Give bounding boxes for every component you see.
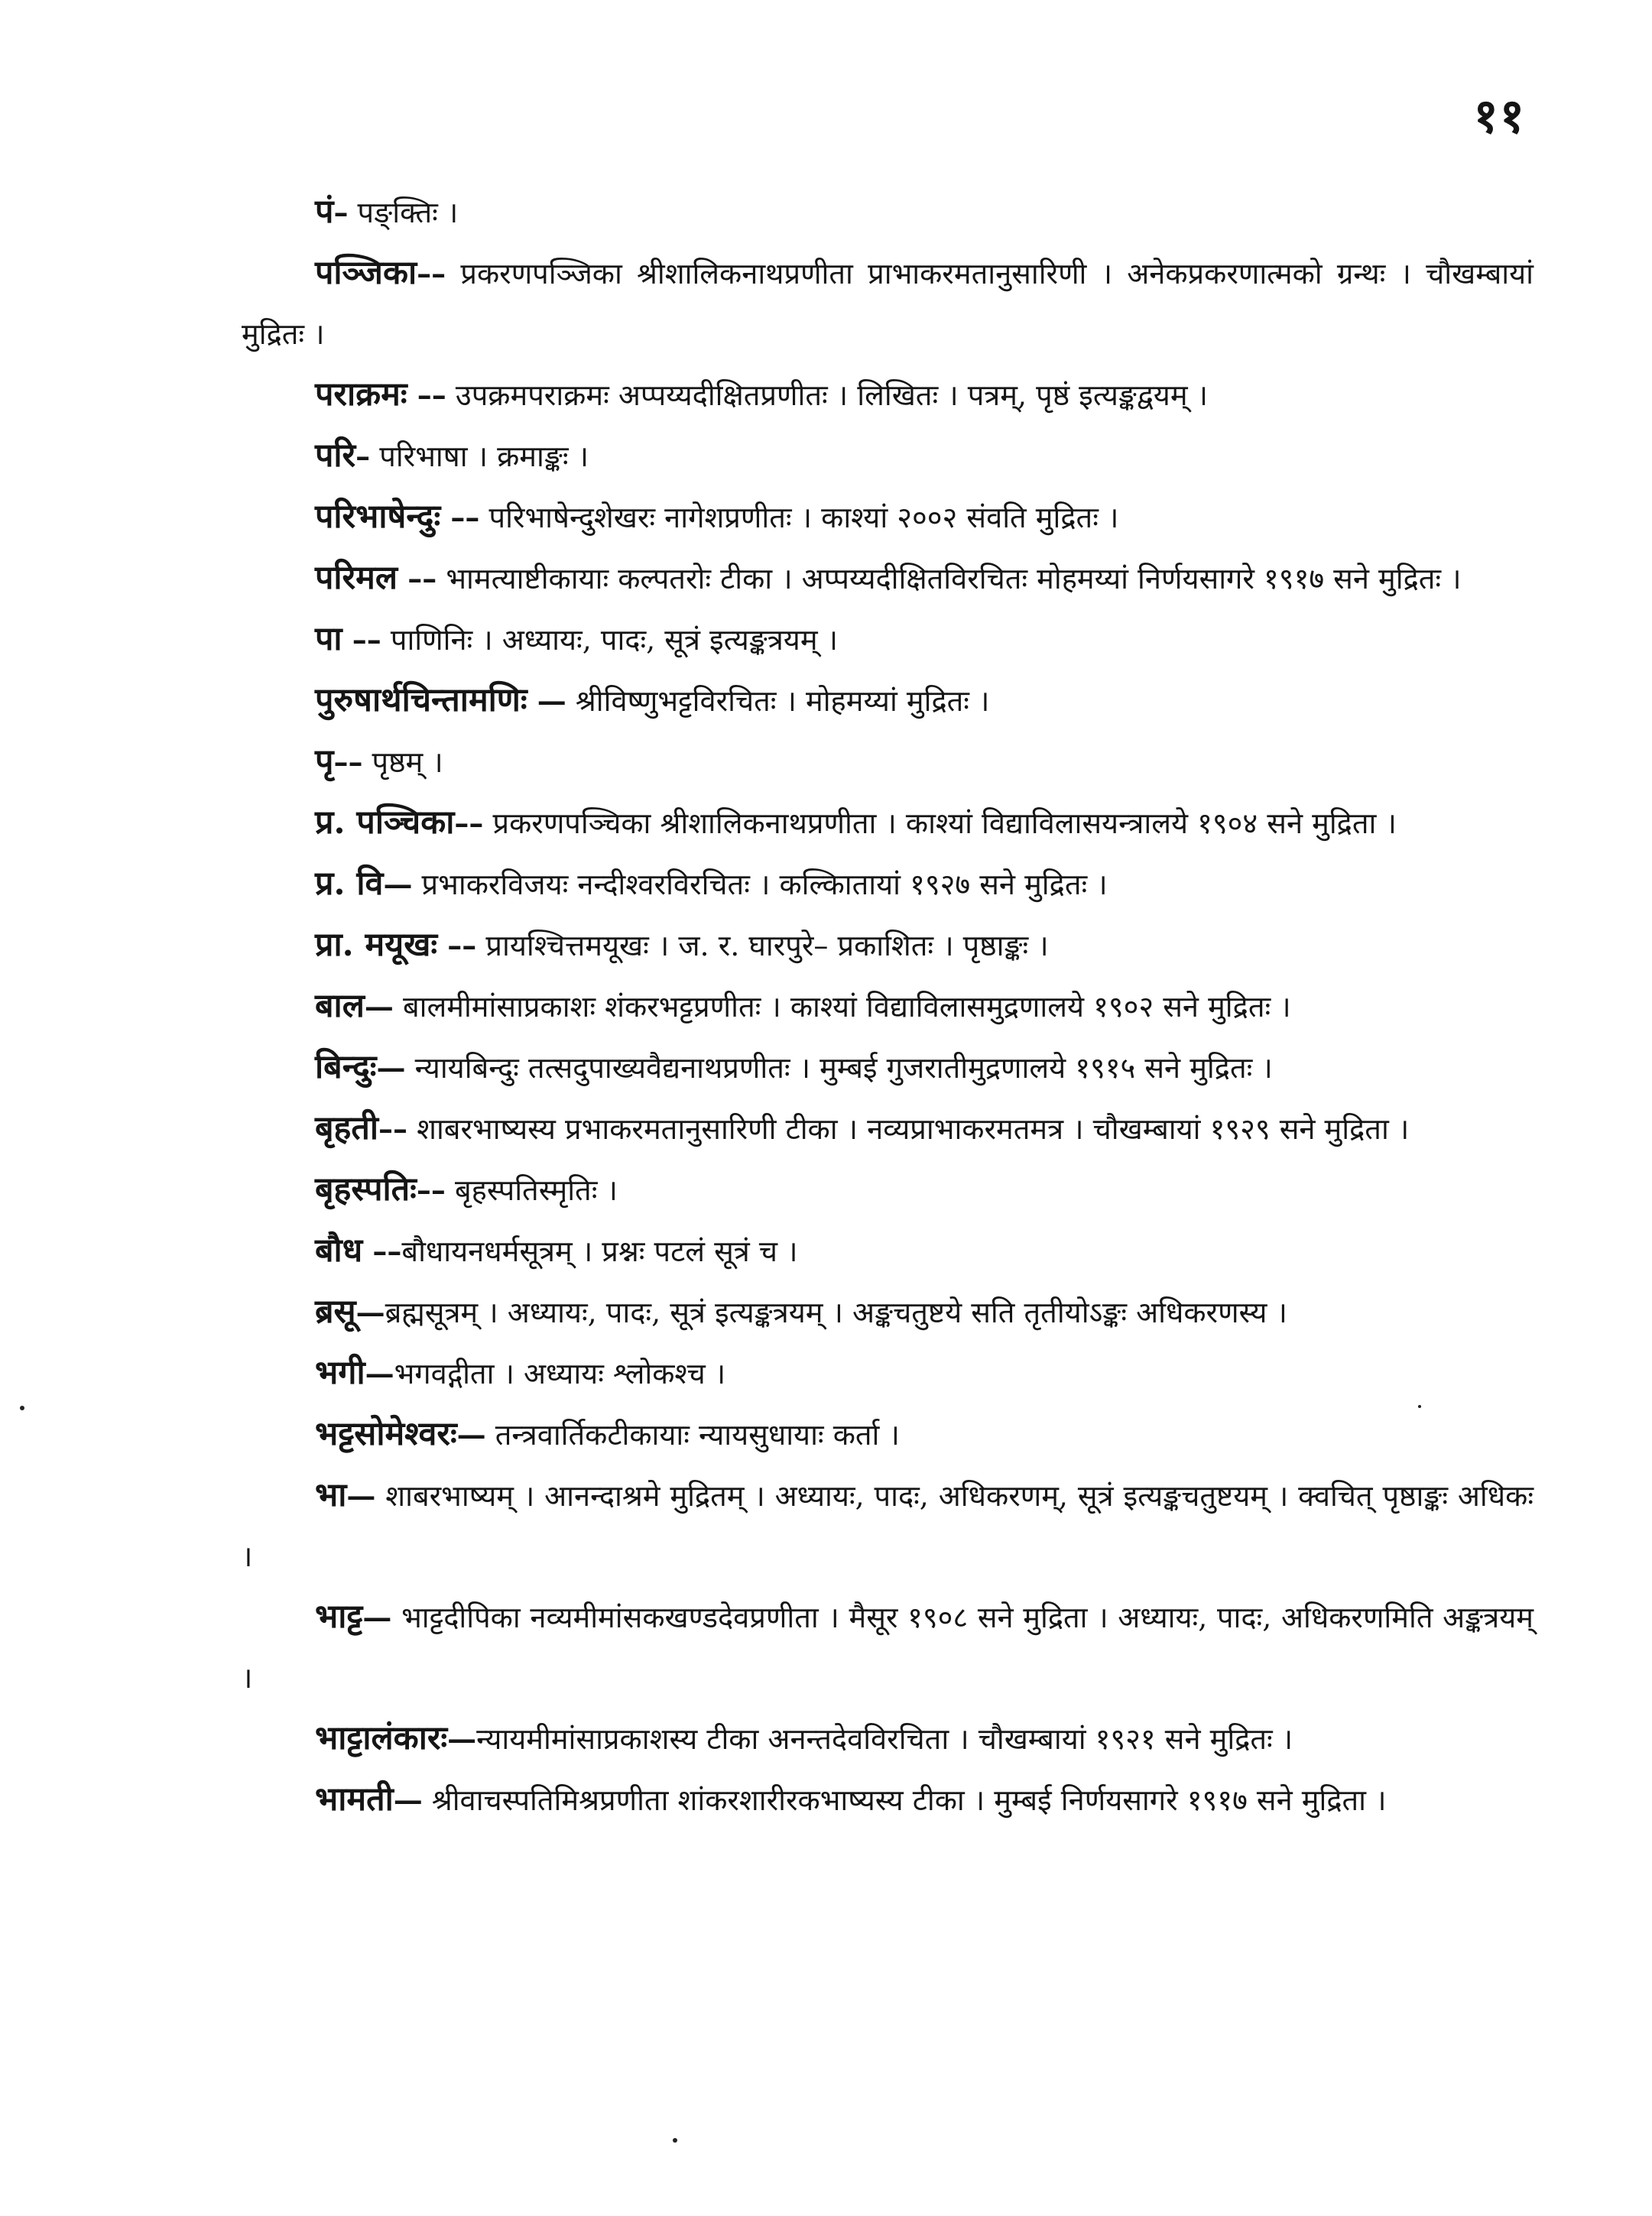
entry-term: भट्टसोमेश्वरः [315,1415,457,1453]
entry-term: पुरुषार्थचिन्तामणिः [315,681,527,719]
entry-dash: –– [440,500,480,534]
entry-description: प्रायश्चित्तमयूखः । ज. र. घारपुरे– प्रकाशितः । पृष्ठाङ्कः । [476,929,1049,962]
entry-dash: — [447,1721,477,1756]
entry-term: बृहस्पतिः [315,1170,417,1209]
abbreviation-entry [242,1708,1534,1770]
abbreviation-entry [242,976,1534,1037]
abbreviation-entry [242,1282,1534,1343]
entry-term: भाट्टालंकारः [315,1719,448,1757]
entry-dash: — [364,989,394,1024]
entry-dash: – [355,439,371,473]
entry-dash: –– [378,1111,408,1146]
entry-term: पं [315,193,334,231]
abbreviation-entry [242,548,1534,609]
abbreviation-entry [242,1037,1534,1098]
entry-description: न्यायमीमांसाप्रकाशस्य टीका अनन्तदेवविरचिता । चौखम्बायां १९२१ सने मुद्रितः । [476,1722,1293,1756]
entry-dash: — [346,1478,376,1513]
entry-term: प्र. वि [315,865,384,903]
entry-description: परिभाषेन्दुशेखरः नागेशप्रणीतः । काश्यां २००२ संवति मुद्रितः । [479,501,1119,534]
entry-description: भगवद्गीता । अध्यायः श्लोकश्च । [394,1357,726,1390]
entry-description: भाट्टदीपिका नव्यमीमांसकखण्डदेवप्रणीता । मैसूर १९०८ सने मुद्रिता । अध्यायः, पादः, अधिकरणमिति अङ्कत्रयम् । [242,1601,1534,1695]
entry-term: परिमल [315,559,398,597]
entry-description: तन्त्रवार्तिकटीकायाः न्यायसुधायाः कर्ता । [485,1418,900,1452]
abbreviation-entry [242,182,1534,243]
scan-speck [673,2138,677,2143]
entry-term: परि [315,436,356,475]
abbreviation-entry [242,609,1534,670]
entry-term: प्रा. मयूखः [315,926,438,964]
abbreviation-entry [242,1404,1534,1465]
entry-dash: –– [437,928,477,962]
abbreviation-entry [242,365,1534,426]
entry-term: पा [315,620,342,658]
scan-speck [1418,1405,1421,1408]
entry-term: पृ [315,742,334,780]
entry-description: प्रकरणपञ्चिका श्रीशालिकनाथप्रणीता । काश्यां विद्याविलासयन्त्रालये १९०४ सने मुद्रिता । [483,806,1397,840]
abbreviation-entry [242,793,1534,854]
entry-description: पङ्क्तिः । [348,196,459,229]
entry-description: परिभाषा । क्रमाङ्कः । [370,440,589,473]
abbreviation-entry [242,1587,1534,1708]
entry-term: पराक्रमः [315,375,407,414]
entry-dash: –– [398,561,437,595]
entry-description: भामत्याष्टीकायाः कल्पतरोः टीका । अप्पय्यदीक्षितविरचितः मोहमय्यां निर्णयसागरे १९१७ सने मुद्रितः । [437,562,1462,595]
abbreviation-entry [242,243,1534,365]
abbreviation-entry [242,426,1534,487]
entry-dash: –– [362,1234,402,1268]
entry-term: बिन्दुः [315,1048,377,1086]
entry-dash: –– [416,1173,446,1207]
entry-term: भगी [315,1354,365,1392]
entry-description: ब्रह्मसूत्रम् । अध्यायः, पादः, सूत्रं इत्यङ्कत्रयम् । अङ्कचतुष्टये सति तृतीयोऽङ्कः अधिकरणस्य । [385,1296,1287,1329]
entry-dash: –– [407,378,446,412]
abbreviation-list [242,182,1534,1831]
entry-dash: — [456,1417,486,1452]
entry-description: उपक्रमपराक्रमः अप्पय्यदीक्षितप्रणीतः । लिखितः । पत्रम्, पृष्ठं इत्यङ्कद्वयम् । [446,378,1209,412]
abbreviation-entry [242,1221,1534,1282]
entry-term: बृहती [315,1109,379,1147]
entry-description: बालमीमांसाप्रकाशः शंकरभट्टप्रणीतः । काश्यां विद्याविलासमुद्रणालये १९०२ सने मुद्रितः । [393,990,1291,1024]
entry-description: श्रीवाचस्पतिमिश्रप्रणीता शांकरशारीरकभाष्यस्य टीका । मुम्बई निर्णयसागरे १९१७ सने मुद्रिता । [422,1783,1387,1817]
entry-dash: — [393,1783,423,1817]
entry-dash: — [365,1356,394,1390]
entry-term: भाट्ट [315,1598,363,1636]
page-number: ११ [1473,88,1526,144]
entry-dash: –– [454,806,484,840]
entry-description: शाबरभाष्यस्य प्रभाकरमतानुसारिणी टीका । नव्यप्राभाकरमतमत्र । चौखम्बायां १९२९ सने मुद्रिता । [407,1112,1410,1146]
entry-dash: — [383,867,413,901]
entry-term: भा [315,1476,347,1514]
entry-dash: — [362,1600,392,1634]
abbreviation-entry [242,1098,1534,1160]
entry-term: परिभाषेन्दुः [315,498,441,536]
entry-dash: –– [417,256,446,290]
entry-term: प्र. पञ्चिका [315,803,455,842]
entry-term: ब्रसू [315,1293,356,1331]
entry-term: भामती [315,1780,394,1819]
abbreviation-entry [242,1160,1534,1221]
entry-description: शाबरभाष्यम् । आनन्दाश्रमे मुद्रितम् । अध्यायः, पादः, अधिकरणम्, सूत्रं इत्यङ्कचतुष्टयम् । क्वचित् पृष्ठाङ्कः अधिकः । [242,1479,1534,1573]
entry-dash: — [376,1050,406,1085]
entry-description: श्रीविष्णुभट्टविरचितः । मोहमय्यां मुद्रितः । [566,684,990,718]
abbreviation-entry [242,670,1534,732]
entry-dash: — [355,1295,385,1329]
entry-description: पाणिनिः । अध्यायः, पादः, सूत्रं इत्यङ्कत्रयम् । [381,623,839,657]
abbreviation-entry [242,1770,1534,1831]
entry-dash: –– [342,622,381,657]
entry-description: बृहस्पतिस्मृतिः । [445,1173,618,1207]
entry-term: बाल [315,987,365,1025]
entry-dash: –– [333,745,363,779]
abbreviation-entry [242,1343,1534,1404]
entry-term: पञ्जिका [315,254,417,292]
abbreviation-entry [242,915,1534,976]
scan-speck [20,1406,24,1410]
entry-term: बौध [315,1231,363,1270]
entry-description: बौधायनधर्मसूत्रम् । प्रश्नः पटलं सूत्रं च । [401,1235,798,1268]
entry-dash: – [333,195,349,229]
entry-description: प्रभाकरविजयः नन्दीश्वरविरचितः । कल्किातायां १९२७ सने मुद्रितः । [412,868,1108,901]
entry-description: पृष्ठम् । [362,745,443,779]
entry-dash: — [527,683,566,718]
entry-description: न्यायबिन्दुः तत्सदुपाख्यवैद्यनाथप्रणीतः । मुम्बई गुजरातीमुद्रणालये १९१५ सने मुद्रितः । [405,1051,1273,1085]
abbreviation-entry [242,854,1534,915]
abbreviation-entry [242,1465,1534,1587]
entry-description: प्रकरणपञ्जिका श्रीशालिकनाथप्रणीता प्राभाकरमतानुसारिणी । अनेकप्रकरणात्मको ग्रन्थः । चौखम्बायां मुद्रितः । [242,257,1534,351]
abbreviation-entry [242,732,1534,793]
abbreviation-entry [242,487,1534,548]
